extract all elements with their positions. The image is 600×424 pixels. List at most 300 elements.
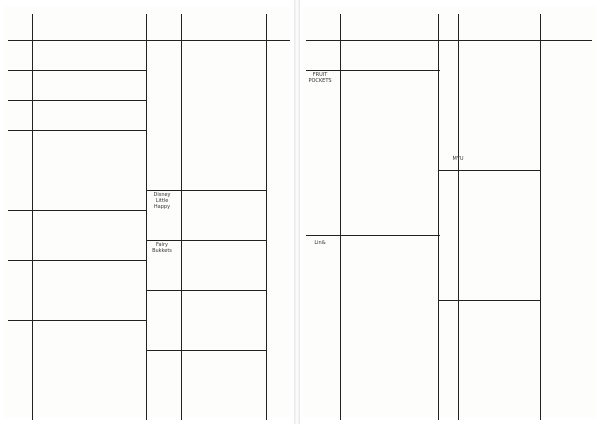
member-nickname	[98, 180, 146, 190]
member-nickname	[228, 260, 266, 270]
member-nickname	[388, 290, 438, 300]
member-name	[184, 100, 228, 110]
member-name	[344, 280, 388, 290]
member-nickname	[98, 370, 146, 380]
member-name	[344, 340, 388, 350]
member-nickname	[388, 240, 438, 250]
member-nickname	[514, 280, 584, 290]
member-nickname	[228, 70, 266, 80]
member-nickname	[514, 310, 584, 320]
member-nickname	[228, 100, 266, 110]
member-name	[462, 230, 514, 240]
member-nickname	[514, 210, 584, 220]
member-nickname	[228, 120, 266, 130]
member-name	[184, 370, 228, 380]
member-name	[462, 70, 514, 80]
member-nickname	[388, 340, 438, 350]
member-nickname	[514, 70, 584, 80]
member-nickname	[98, 120, 146, 130]
member-name	[462, 140, 514, 150]
member-name	[462, 270, 514, 280]
member-nickname	[98, 220, 146, 230]
member-name	[344, 230, 388, 240]
member-nickname	[228, 250, 266, 260]
member-name	[344, 330, 388, 340]
member-name	[36, 310, 98, 320]
member-name	[344, 50, 388, 60]
member-name	[344, 120, 388, 130]
member-name	[344, 260, 388, 270]
group-label: FRUIT POCKETS	[308, 72, 332, 84]
member-nickname	[228, 290, 266, 300]
member-name	[344, 380, 388, 390]
member-name	[462, 370, 514, 380]
member-name	[36, 110, 98, 120]
member-nickname	[388, 140, 438, 150]
member-name	[36, 380, 98, 390]
member-name	[344, 70, 388, 80]
member-name	[344, 220, 388, 230]
column-rule	[458, 14, 459, 420]
member-nickname	[514, 90, 584, 100]
member-nickname	[98, 90, 146, 100]
member-name	[462, 50, 514, 60]
member-nickname	[514, 130, 584, 140]
member-name	[184, 60, 228, 70]
member-name	[462, 290, 514, 300]
member-name	[184, 340, 228, 350]
member-name	[462, 250, 514, 260]
member-nickname	[228, 380, 266, 390]
member-name	[344, 150, 388, 160]
member-name	[344, 160, 388, 170]
member-nickname	[228, 360, 266, 370]
member-name	[184, 140, 228, 150]
member-name	[36, 200, 98, 210]
member-name	[184, 230, 228, 240]
member-name	[36, 180, 98, 190]
member-name	[184, 160, 228, 170]
member-name	[184, 240, 228, 250]
member-nickname	[388, 110, 438, 120]
member-name	[184, 290, 228, 300]
member-nickname	[514, 260, 584, 270]
member-nickname	[98, 80, 146, 90]
member-name	[184, 380, 228, 390]
member-nickname	[514, 170, 584, 180]
member-nickname	[514, 150, 584, 160]
member-name	[462, 170, 514, 180]
member-name	[462, 80, 514, 90]
member-name	[344, 250, 388, 260]
member-name	[184, 50, 228, 60]
member-nickname	[514, 250, 584, 260]
member-nickname	[98, 290, 146, 300]
member-name	[344, 90, 388, 100]
member-name	[344, 240, 388, 250]
member-nickname	[228, 190, 266, 200]
member-name	[344, 370, 388, 380]
member-nickname	[514, 230, 584, 240]
member-name	[344, 300, 388, 310]
member-name	[344, 60, 388, 70]
member-nickname	[98, 250, 146, 260]
member-nickname	[98, 60, 146, 70]
member-name	[462, 240, 514, 250]
name-list	[184, 40, 228, 390]
member-name	[462, 320, 514, 330]
member-nickname	[514, 320, 584, 330]
member-nickname	[514, 290, 584, 300]
member-name	[184, 250, 228, 260]
member-name	[344, 80, 388, 90]
member-nickname	[388, 170, 438, 180]
member-nickname	[98, 350, 146, 360]
member-nickname	[388, 200, 438, 210]
member-nickname	[388, 180, 438, 190]
member-name	[344, 320, 388, 330]
member-name	[344, 310, 388, 320]
member-name	[344, 360, 388, 370]
member-nickname	[514, 270, 584, 280]
member-name	[36, 190, 98, 200]
member-name	[344, 210, 388, 220]
member-nickname	[514, 220, 584, 230]
member-name	[462, 340, 514, 350]
member-name	[36, 60, 98, 70]
member-name	[36, 170, 98, 180]
member-name	[36, 150, 98, 160]
member-name	[344, 170, 388, 180]
member-name	[344, 350, 388, 360]
member-name	[184, 300, 228, 310]
member-nickname	[388, 320, 438, 330]
column-rule	[438, 14, 439, 420]
member-name	[36, 350, 98, 360]
member-nickname	[228, 370, 266, 380]
member-name	[462, 300, 514, 310]
member-nickname	[98, 140, 146, 150]
member-nickname	[388, 360, 438, 370]
member-nickname	[514, 240, 584, 250]
member-name	[36, 70, 98, 80]
member-name	[462, 180, 514, 190]
member-nickname	[98, 300, 146, 310]
member-name	[36, 120, 98, 130]
member-name	[462, 40, 514, 50]
member-nickname	[514, 60, 584, 70]
member-name	[462, 350, 514, 360]
member-name	[36, 90, 98, 100]
member-nickname	[388, 50, 438, 60]
member-name	[184, 200, 228, 210]
member-nickname	[228, 150, 266, 160]
member-nickname	[98, 260, 146, 270]
member-name	[36, 230, 98, 240]
member-nickname	[98, 310, 146, 320]
member-nickname	[514, 350, 584, 360]
member-nickname	[514, 370, 584, 380]
member-name	[344, 130, 388, 140]
member-name	[184, 220, 228, 230]
member-nickname	[514, 80, 584, 90]
member-name	[36, 220, 98, 230]
member-nickname	[388, 300, 438, 310]
member-nickname	[228, 40, 266, 50]
member-nickname	[228, 280, 266, 290]
member-name	[184, 40, 228, 50]
member-name	[462, 200, 514, 210]
member-nickname	[388, 90, 438, 100]
member-nickname	[388, 220, 438, 230]
member-nickname	[514, 40, 584, 50]
notebook-spine	[294, 0, 300, 424]
member-nickname	[388, 80, 438, 90]
member-nickname	[388, 280, 438, 290]
member-name	[184, 150, 228, 160]
member-nickname	[388, 160, 438, 170]
member-name	[462, 190, 514, 200]
member-nickname	[228, 270, 266, 280]
member-nickname	[388, 350, 438, 360]
member-nickname	[388, 230, 438, 240]
member-nickname	[98, 280, 146, 290]
member-nickname	[98, 320, 146, 330]
member-nickname	[388, 130, 438, 140]
member-nickname	[388, 60, 438, 70]
member-name	[184, 330, 228, 340]
member-nickname	[228, 140, 266, 150]
member-nickname	[98, 170, 146, 180]
member-nickname	[388, 260, 438, 270]
member-name	[344, 290, 388, 300]
member-nickname	[228, 50, 266, 60]
member-nickname	[388, 310, 438, 320]
member-nickname	[98, 160, 146, 170]
member-name	[36, 210, 98, 220]
member-name	[184, 350, 228, 360]
member-nickname	[514, 190, 584, 200]
member-name	[462, 60, 514, 70]
member-name	[36, 340, 98, 350]
nickname-list	[98, 40, 146, 390]
member-name	[462, 120, 514, 130]
member-name	[36, 250, 98, 260]
member-name	[36, 260, 98, 270]
member-name	[344, 140, 388, 150]
member-nickname	[228, 300, 266, 310]
member-nickname	[228, 80, 266, 90]
member-name	[344, 100, 388, 110]
member-name	[184, 110, 228, 120]
column-rule	[340, 14, 341, 420]
member-nickname	[388, 100, 438, 110]
member-nickname	[388, 190, 438, 200]
member-name	[184, 280, 228, 290]
member-nickname	[98, 100, 146, 110]
member-name	[184, 210, 228, 220]
member-name	[462, 260, 514, 270]
member-nickname	[388, 210, 438, 220]
member-nickname	[514, 180, 584, 190]
member-nickname	[98, 330, 146, 340]
member-nickname	[514, 110, 584, 120]
member-nickname	[514, 300, 584, 310]
member-name	[184, 70, 228, 80]
member-name	[184, 130, 228, 140]
member-nickname	[98, 230, 146, 240]
member-nickname	[98, 270, 146, 280]
member-nickname	[228, 240, 266, 250]
member-nickname	[228, 170, 266, 180]
member-nickname	[228, 330, 266, 340]
column-rule	[181, 14, 182, 420]
member-name	[36, 300, 98, 310]
member-name	[36, 360, 98, 370]
nickname-list	[388, 40, 438, 390]
member-name	[462, 100, 514, 110]
member-name	[36, 320, 98, 330]
member-nickname	[228, 320, 266, 330]
member-name	[344, 270, 388, 280]
member-nickname	[228, 220, 266, 230]
member-name	[36, 40, 98, 50]
member-name	[462, 110, 514, 120]
member-name	[36, 330, 98, 340]
member-nickname	[228, 90, 266, 100]
member-nickname	[228, 160, 266, 170]
member-nickname	[388, 120, 438, 130]
member-name	[184, 190, 228, 200]
member-name	[36, 280, 98, 290]
member-nickname	[388, 150, 438, 160]
member-name	[462, 380, 514, 390]
nickname-list	[514, 40, 584, 390]
member-nickname	[98, 190, 146, 200]
member-name	[36, 100, 98, 110]
member-nickname	[514, 200, 584, 210]
member-nickname	[388, 380, 438, 390]
member-name	[462, 310, 514, 320]
member-name	[36, 270, 98, 280]
member-nickname	[98, 380, 146, 390]
member-nickname	[228, 230, 266, 240]
member-name	[462, 150, 514, 160]
member-name	[344, 110, 388, 120]
member-nickname	[98, 150, 146, 160]
member-name	[184, 90, 228, 100]
member-nickname	[228, 110, 266, 120]
member-nickname	[388, 270, 438, 280]
group-label: Lin&	[314, 240, 326, 246]
member-nickname	[388, 70, 438, 80]
member-nickname	[514, 360, 584, 370]
member-name	[344, 200, 388, 210]
member-name	[36, 240, 98, 250]
member-nickname	[98, 50, 146, 60]
name-list	[462, 40, 514, 390]
member-nickname	[98, 130, 146, 140]
member-nickname	[514, 330, 584, 340]
member-nickname	[228, 210, 266, 220]
member-nickname	[514, 100, 584, 110]
member-name	[462, 360, 514, 370]
nickname-list	[228, 40, 266, 390]
group-label: MYU	[452, 156, 464, 162]
member-name	[344, 190, 388, 200]
member-nickname	[98, 40, 146, 50]
group-label: Disney Little Happy	[153, 192, 171, 210]
member-name	[184, 360, 228, 370]
column-rule	[146, 14, 147, 420]
member-nickname	[514, 380, 584, 390]
member-nickname	[98, 70, 146, 80]
member-name	[36, 160, 98, 170]
member-nickname	[514, 50, 584, 60]
member-name	[462, 90, 514, 100]
member-nickname	[228, 310, 266, 320]
member-nickname	[514, 120, 584, 130]
member-name	[462, 130, 514, 140]
member-name	[184, 180, 228, 190]
member-name	[36, 140, 98, 150]
member-name	[462, 280, 514, 290]
member-name	[184, 310, 228, 320]
member-nickname	[514, 140, 584, 150]
member-nickname	[228, 130, 266, 140]
member-nickname	[228, 350, 266, 360]
member-name	[184, 320, 228, 330]
member-name	[36, 370, 98, 380]
member-name	[462, 160, 514, 170]
member-nickname	[98, 340, 146, 350]
group-label: Fairy Bukkets	[152, 242, 172, 254]
name-list	[344, 40, 388, 390]
member-nickname	[388, 370, 438, 380]
member-name	[344, 180, 388, 190]
member-nickname	[98, 210, 146, 220]
member-name	[344, 40, 388, 50]
member-name	[184, 270, 228, 280]
member-name	[36, 50, 98, 60]
member-nickname	[228, 200, 266, 210]
member-name	[36, 290, 98, 300]
member-name	[462, 220, 514, 230]
member-nickname	[98, 200, 146, 210]
member-nickname	[514, 160, 584, 170]
member-name	[462, 210, 514, 220]
member-nickname	[98, 240, 146, 250]
member-nickname	[388, 250, 438, 260]
member-name	[36, 130, 98, 140]
member-nickname	[228, 60, 266, 70]
name-list	[36, 40, 98, 390]
member-nickname	[388, 40, 438, 50]
member-name	[184, 170, 228, 180]
member-nickname	[228, 180, 266, 190]
member-name	[184, 120, 228, 130]
member-nickname	[98, 110, 146, 120]
column-rule	[32, 14, 33, 420]
member-name	[184, 80, 228, 90]
member-nickname	[98, 360, 146, 370]
member-name	[36, 80, 98, 90]
member-nickname	[514, 340, 584, 350]
member-nickname	[388, 330, 438, 340]
column-rule	[266, 14, 267, 420]
member-name	[462, 330, 514, 340]
member-name	[184, 260, 228, 270]
